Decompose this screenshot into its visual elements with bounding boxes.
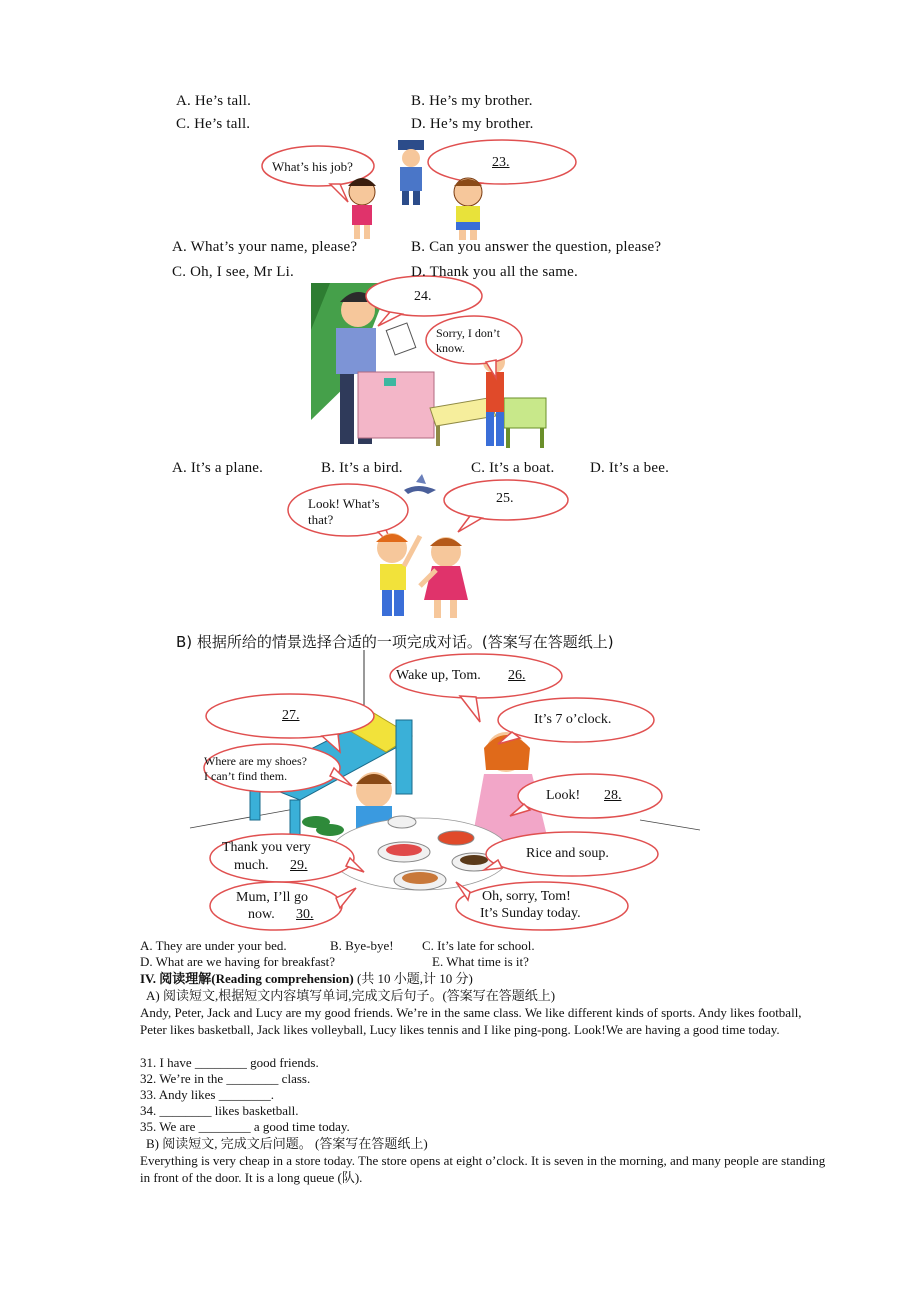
bubble-text-wake-up: Wake up, Tom. (396, 668, 481, 683)
option-q24-d: D. Thank you all the same. (411, 264, 578, 280)
option-q25-c: C. It’s a boat. (471, 460, 555, 476)
bubble-text-mum-line2: now. (248, 907, 275, 922)
option-q25-b: B. It’s a bird. (321, 460, 403, 476)
bubble-text-shoes-line2: I can’t find them. (204, 769, 288, 783)
blank-27: 27. (282, 708, 300, 723)
blank-30: 30. (296, 907, 314, 922)
option-q22-a: A. He’s tall. (176, 93, 252, 109)
part-b-title: B) 阅读短文, 完成文后问题。 (答案写在答题纸上) (146, 1136, 428, 1151)
option-q24-c: C. Oh, I see, Mr Li. (172, 264, 294, 280)
bubble-text-sunday-line1: Oh, sorry, Tom! (482, 889, 571, 904)
bubble-text-shoes-line1: Where are my shoes? (204, 754, 307, 768)
bubble-text-look: Look! (546, 788, 581, 803)
answer-option-c: C. It’s late for school. (422, 938, 535, 953)
answer-option-d: D. What are we having for breakfast? (140, 954, 336, 969)
bubble-text-sorry-line1: Sorry, I don’t (436, 326, 500, 340)
option-q22-d: D. He’s my brother. (411, 116, 534, 132)
blank-25: 25. (496, 491, 514, 506)
boy-figure (454, 178, 482, 240)
option-q24-b: B. Can you answer the question, please? (411, 239, 662, 255)
option-q24-a: A. What’s your name, please? (172, 239, 358, 255)
option-q22-b: B. He’s my brother. (411, 93, 533, 109)
blank-23: 23. (492, 155, 510, 170)
section-iv-heading-points: (共 10 小题,计 10 分) (353, 971, 473, 986)
answer-option-a: A. They are under your bed. (140, 938, 287, 953)
bubble-text-rice-and-soup: Rice and soup. (526, 846, 609, 861)
bubble-text-whats-his-job: What’s his job? (272, 159, 353, 174)
bubble-text-seven-oclock: It’s 7 o’clock. (534, 712, 612, 727)
speech-bubble-25 (444, 480, 568, 532)
bubble-text-look-line1: Look! What’s (308, 496, 380, 511)
option-q22-c: C. He’s tall. (176, 116, 251, 132)
question-31: 31. I have ________ good friends. (140, 1055, 319, 1070)
blank-26: 26. (508, 668, 526, 683)
answer-option-e: E. What time is it? (432, 954, 529, 969)
bubble-text-look-line2: that? (308, 512, 334, 527)
bubble-text-sunday-line2: It’s Sunday today. (480, 906, 581, 921)
blank-24: 24. (414, 289, 432, 304)
children-pointing-picture (376, 533, 468, 618)
part-a-title: A) 阅读短文,根据短文内容填写单词,完成文后句子。(答案写在答题纸上) (146, 988, 556, 1003)
bubble-text-sorry-line2: know. (436, 341, 465, 355)
passage-a: Andy, Peter, Jack and Lucy are my good friends. We’re in the same class. We like different kinds of sports. Andy likes football, Peter likes basketball, Jack likes volleyball, Lucy likes tennis and I like ping-pong. Look!We are having a good time today. (140, 1005, 802, 1037)
question-33: 33. Andy likes ________. (140, 1087, 274, 1102)
blank-28: 28. (604, 788, 622, 803)
option-q25-a: A. It’s a plane. (172, 460, 264, 476)
bubble-text-thank-you-line2: much. (234, 858, 269, 873)
policeman-figure (398, 140, 424, 205)
bubble-text-mum-line1: Mum, I’ll go (236, 890, 308, 905)
option-q25-d: D. It’s a bee. (590, 460, 670, 476)
section-b-heading: B) 根据所给的情景选择合适的一项完成对话。(答案写在答题纸上) (176, 633, 614, 651)
bird-icon (404, 474, 436, 494)
section-iv-heading-bold: IV. 阅读理解(Reading comprehension) (140, 971, 354, 986)
question-35: 35. We are ________ a good time today. (140, 1119, 350, 1134)
blank-29: 29. (290, 858, 308, 873)
girl-figure (348, 178, 376, 239)
passage-b: Everything is very cheap in a store today. The store opens at eight o’clock. It is seven in the morning, and many people are standing in front of the door. It is a long queue (队). (140, 1153, 826, 1185)
question-34: 34. ________ likes basketball. (140, 1103, 299, 1118)
section-iv-heading (140, 971, 473, 987)
bubble-text-thank-you-line1: Thank you very (222, 840, 311, 855)
answer-option-b: B. Bye-bye! (330, 938, 394, 953)
question-32: 32. We’re in the ________ class. (140, 1071, 311, 1086)
